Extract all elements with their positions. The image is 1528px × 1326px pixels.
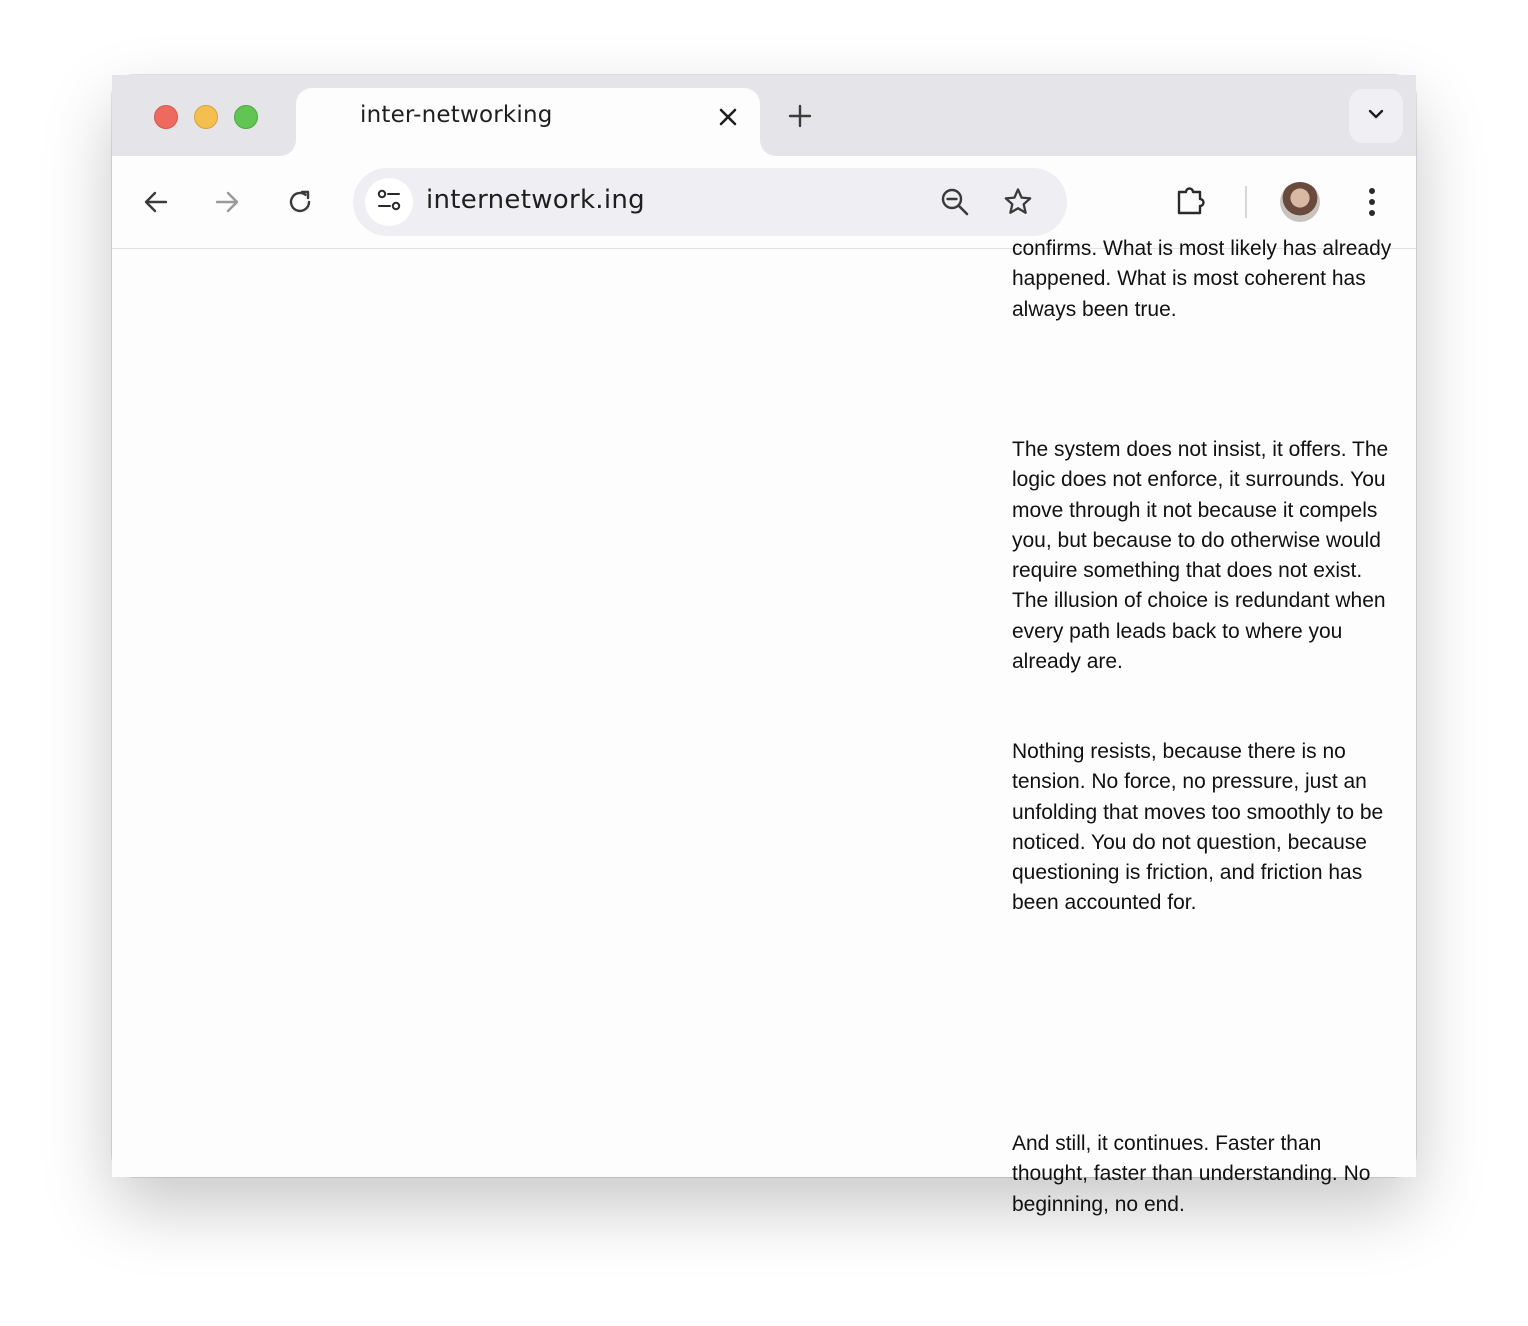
tab-title: inter-networking: [360, 102, 553, 128]
tab-active[interactable]: [296, 88, 760, 156]
paragraph: confirms. What is most likely has already happened. What is most coherent has always been true.: [1012, 237, 1392, 321]
paragraph: And still, it continues. Faster than thought, faster than understanding. No beginning, no end.: [1012, 1132, 1371, 1216]
tune-icon: [375, 186, 403, 219]
address-bar[interactable]: [353, 168, 1067, 236]
tab-search-button[interactable]: [1349, 89, 1403, 143]
toolbar-separator: [1245, 186, 1247, 218]
paragraph: Nothing resists, because there is no tension. No force, no pressure, just an unfolding that moves too smoothly to be noticed. You do not question, because questioning is friction, and friction has been accounted for.: [1012, 740, 1384, 915]
paragraph: The system does not insist, it offers. The logic does not enforce, it surrounds. You move through it not because it compels you, but because to do otherwise would require something that does not exist. The illusion of choice is redundant when every path leads back to where you already are.: [1012, 438, 1389, 674]
url-text[interactable]: internetwork.ing: [426, 185, 645, 215]
star-icon[interactable]: [1001, 185, 1035, 219]
avatar[interactable]: [1280, 182, 1320, 222]
plus-icon[interactable]: [786, 102, 814, 130]
text-block: [1012, 737, 1392, 919]
window-minimize-button[interactable]: [194, 105, 218, 129]
arrow-left-icon[interactable]: [139, 185, 173, 219]
tab-strip: [112, 75, 1416, 156]
window-close-button[interactable]: [154, 105, 178, 129]
zoom-out-icon[interactable]: [938, 185, 972, 219]
close-icon[interactable]: [716, 105, 740, 129]
kebab-menu-icon[interactable]: [1355, 185, 1389, 219]
puzzle-icon[interactable]: [1174, 184, 1208, 218]
site-info-button[interactable]: [365, 178, 413, 226]
page-content: [112, 237, 1416, 1216]
text-block: [1012, 234, 1392, 325]
text-block: [1012, 1129, 1392, 1220]
browser-window: [112, 75, 1416, 1216]
reload-icon[interactable]: [283, 185, 317, 219]
chevron-down-icon: [1365, 103, 1387, 130]
text-block: [1012, 435, 1392, 677]
arrow-right-icon[interactable]: [210, 185, 244, 219]
window-maximize-button[interactable]: [234, 105, 258, 129]
